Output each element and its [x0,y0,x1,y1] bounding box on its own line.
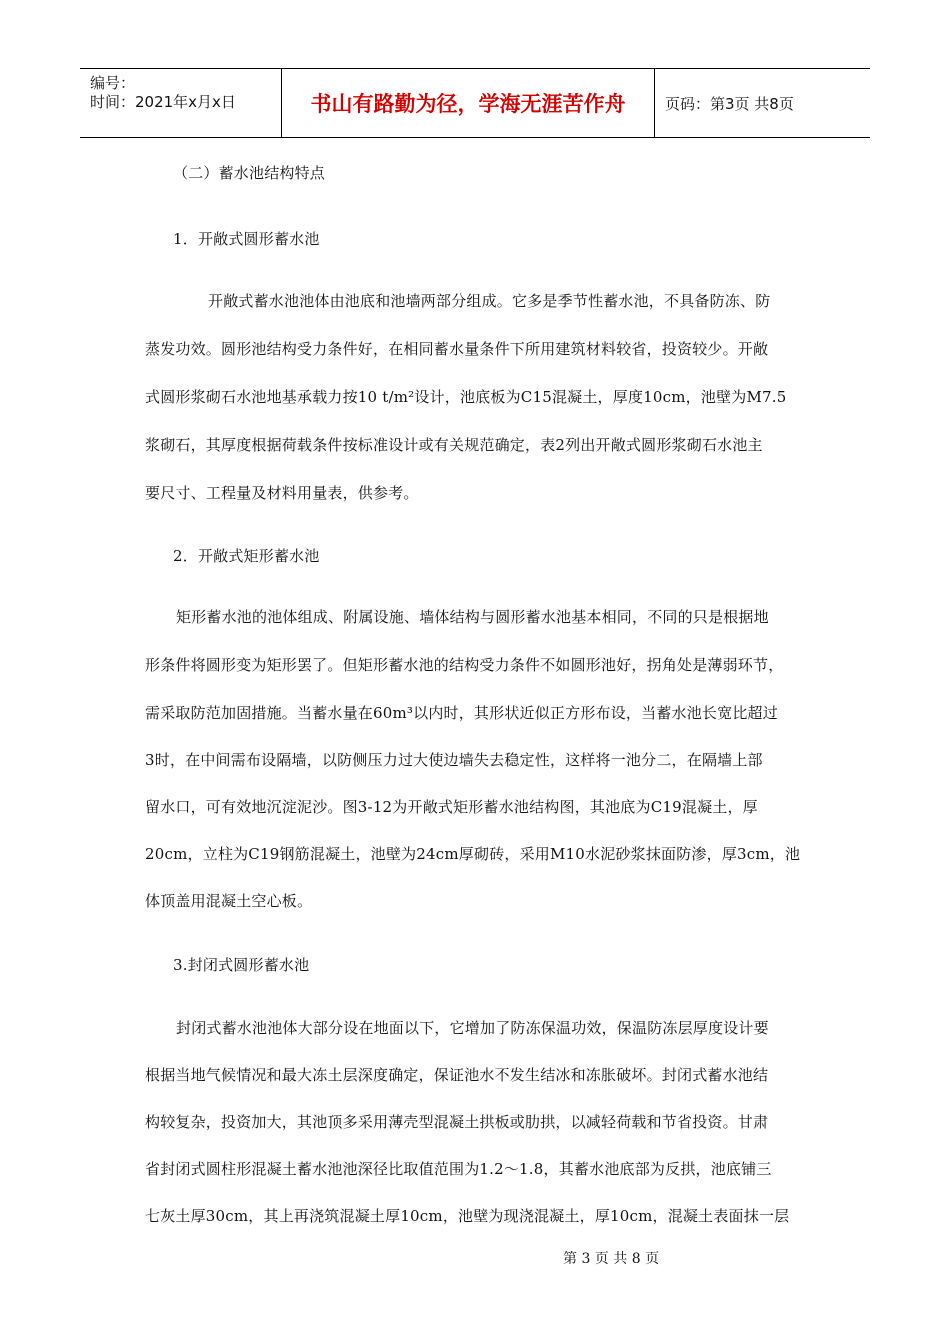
header-meta-cell [80,69,282,137]
paragraph-2-line: 体顶盖用混凝土空心板。 [145,892,313,910]
section-title: （二）蓄水池结构特点 [173,164,326,182]
paragraph-1-line: 浆砌石，其厚度根据荷载条件按标准设计或有关规范确定，表2列出开敞式圆形浆砌石水池主 [145,436,763,454]
paragraph-2-line: 3时，在中间需布设隔墙，以防侧压力过大使边墙失去稳定性，这样将一池分二，在隔墙上部 [145,751,763,769]
paragraph-1-line: 蒸发功效。圆形池结构受力条件好，在相同蓄水量条件下所用建筑材料较省，投资较少。开敞 [145,340,769,358]
page-footer: 第 3 页 共 8 页 [563,1251,660,1267]
paragraph-1-line: 要尺寸、工程量及材料用量表，供参考。 [145,484,419,502]
paragraph-3-line: 根据当地气候情况和最大冻土层深度确定，保证池水不发生结冰和冻胀破坏。封闭式蓄水池结 [145,1066,769,1084]
heading-3: 3.封闭式圆形蓄水池 [173,956,310,974]
header-page-code: 页码：第3页 共8页 [665,94,794,113]
time-label: 时间：2021年x月x日 [90,93,236,111]
paragraph-2-line: 20cm，立柱为C19钢筋混凝土，池壁为24cm厚砌砖，采用M10水泥砂浆抹面防渗，厚3cm，池 [145,845,801,863]
serial-label: 编号： [90,74,136,92]
paragraph-2-line: 需采取防范加固措施。当蓄水量在60m³以内时，其形状近似正方形布设，当蓄水池长宽比超过 [145,704,778,722]
paragraph-1-line: 开敞式蓄水池池体由池底和池墙两部分组成。它多是季节性蓄水池，不具备防冻、防 [208,292,771,310]
header-motto: 书山有路勤为径，学海无涯苦作舟 [282,69,655,137]
paragraph-2-line: 留水口，可有效地沉淀泥沙。图3-12为开敞式矩形蓄水池结构图，其池底为C19混凝土，厚 [145,798,758,816]
paragraph-3-line: 省封闭式圆柱形混凝土蓄水池池深径比取值范围为1.2～1.8，其蓄水池底部为反拱，池底铺三 [145,1160,772,1178]
paragraph-3-line: 七灰土厚30cm，其上再浇筑混凝土厚10cm，池壁为现浇混凝土，厚10cm，混凝土表面抹一层 [145,1207,790,1225]
page-header [80,68,870,138]
heading-2: 2．开敞式矩形蓄水池 [173,547,320,565]
paragraph-2-line: 形条件将圆形变为矩形罢了。但矩形蓄水池的结构受力条件不如圆形池好，拐角处是薄弱环节， [145,656,784,674]
paragraph-2-line: 矩形蓄水池的池体组成、附属设施、墙体结构与圆形蓄水池基本相同，不同的只是根据地 [176,608,769,626]
paragraph-3-line: 封闭式蓄水池池体大部分设在地面以下，它增加了防冻保温功效，保温防冻层厚度设计要 [176,1019,769,1037]
heading-1: 1．开敞式圆形蓄水池 [173,230,320,248]
paragraph-1-line: 式圆形浆砌石水池地基承载力按10 t/m²设计，池底板为C15混凝土，厚度10cm，池壁为M7.5 [145,388,787,406]
paragraph-3-line: 构较复杂，投资加大，其池顶多采用薄壳型混凝土拱板或肋拱，以减轻荷载和节省投资。甘肃 [145,1113,769,1131]
